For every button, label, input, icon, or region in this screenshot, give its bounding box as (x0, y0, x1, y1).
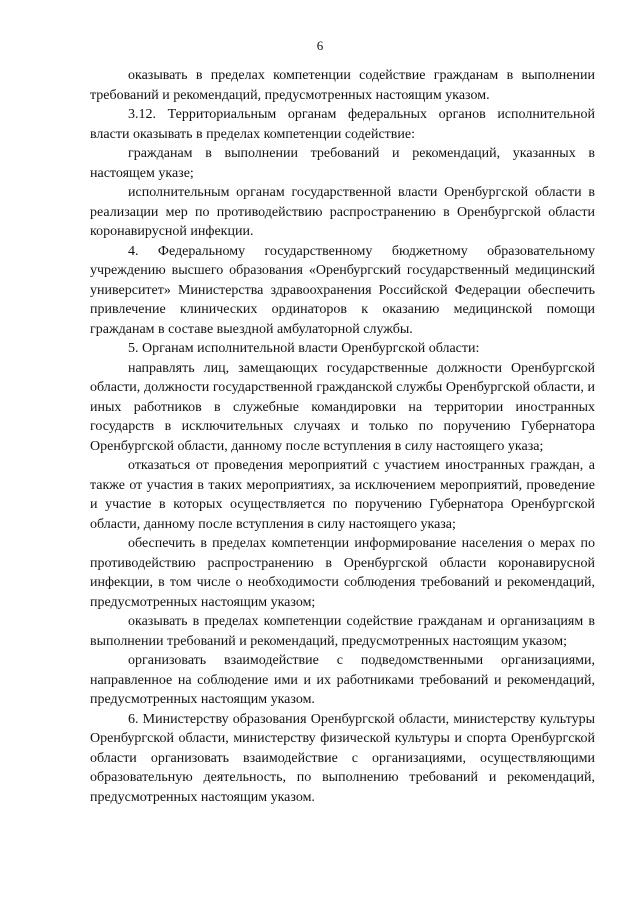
paragraph-6-ministries: 6. Министерству образования Оренбургской области, министерству культуры Оренбургской области, министерству физической культуры и спорта Оренбургской области организовать взаимодействие с организациями, осуществляющими образовательную деятельность, по выполнению требований и рекомендаций, предусмотренных настоящим указом. (90, 711, 595, 805)
paragraph-citizens-requirements: гражданам в выполнении требований и рекомендаций, указанных в настоящем указе; (90, 146, 595, 181)
paragraph-assist-organizations: оказывать в пределах компетенции содействие гражданам и организациям в выполнении требований и рекомендаций, предусмотренных настоящим указом; (90, 614, 595, 649)
paragraph-5-executive-authorities: 5. Органам исполнительной власти Оренбургской области: (128, 341, 480, 356)
paragraph-assist-citizens: оказывать в пределах компетенции содействие гражданам в выполнении требований и рекомендаций, предусмотренных настоящим указом. (90, 68, 595, 103)
page-number: 6 (316, 38, 324, 53)
paragraph-business-trips: направлять лиц, замещающих государственные должности Оренбургской области, должности государственной гражданской службы Оренбургской области, и иных работников в служебные командировки на территории иностранных государств в исключительных случаях и только по поручению Губернатора Оренбургской области, данному после вступления в силу настоящего указа; (90, 360, 595, 454)
paragraph-executive-bodies: исполнительным органам государственной власти Оренбургской области в реализации мер по противодействию распространению в Оренбургской области коронавирусной инфекции. (90, 185, 595, 239)
paragraph-4-medical-university: 4. Федеральному государственному бюджетному образовательному учреждению высшего образования «Оренбургский государственный медицинский университет» Министерства здравоохранения Российской Федерации обеспечить привлечение клинических ординаторов к оказанию медицинской помощи гражданам в составе выездной амбулаторной службы. (90, 243, 595, 337)
paragraph-inform-population: обеспечить в пределах компетенции информирование населения о мерах по противодействию распространению в Оренбургской области коронавирусной инфекции, в том числе о необходимости соблюдения требований и рекомендаций, предусмотренных настоящим указом; (90, 536, 595, 610)
paragraph-foreign-events: отказаться от проведения мероприятий с участием иностранных граждан, а также от участия в таких мероприятиях, за исключением мероприятий, проведение и участие в которых осуществляется по поручению Губернатора Оренбургской области, данному после вступления в силу настоящего указа; (90, 458, 595, 532)
paragraph-subordinate-organizations: организовать взаимодействие с подведомственными организациями, направленное на соблюдение ими и их работниками требований и рекомендаций, предусмотренных настоящим указом. (90, 653, 595, 707)
paragraph-3-12-territorial-bodies: 3.12. Территориальным органам федеральных органов исполнительной власти оказывать в пределах компетенции содействие: (90, 107, 595, 142)
document-body (90, 66, 595, 807)
